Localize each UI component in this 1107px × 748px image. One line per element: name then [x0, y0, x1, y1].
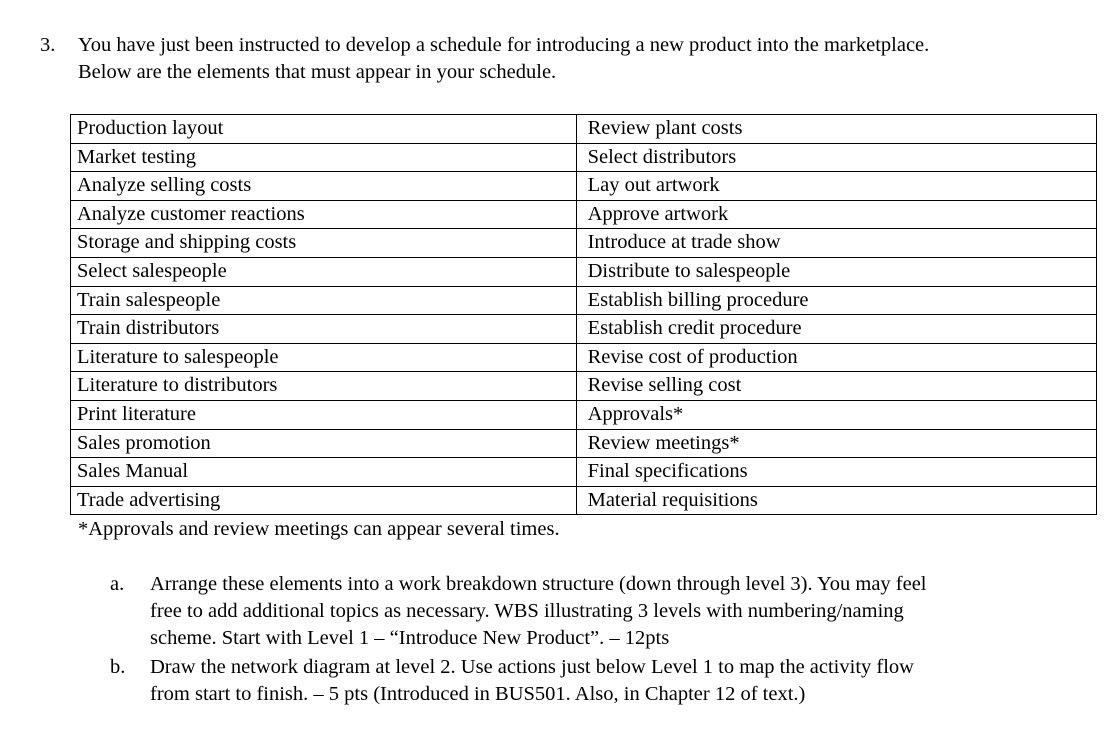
table-row	[71, 372, 1097, 401]
table-cell: Establish billing procedure	[576, 286, 1096, 315]
table-row	[71, 257, 1097, 286]
table-cell: Lay out artwork	[576, 172, 1096, 201]
table-cell: Distribute to salespeople	[576, 257, 1096, 286]
table-cell: Establish credit procedure	[576, 315, 1096, 344]
table-cell: Select distributors	[576, 143, 1096, 172]
table-cell: Review meetings*	[576, 429, 1096, 458]
table-cell: Select salespeople	[71, 257, 577, 286]
table-cell: Sales promotion	[71, 429, 577, 458]
table-row	[71, 429, 1097, 458]
table-row	[71, 172, 1097, 201]
table-cell: Revise selling cost	[576, 372, 1096, 401]
question-prompt-line-2: Below are the elements that must appear in your schedule.	[78, 61, 557, 83]
sub-question-list	[110, 571, 1100, 710]
schedule-elements-table	[70, 114, 1097, 515]
table-cell: Storage and shipping costs	[71, 229, 577, 258]
table-cell: Introduce at trade show	[576, 229, 1096, 258]
table-cell: Production layout	[71, 115, 577, 144]
table-cell: Revise cost of production	[576, 343, 1096, 372]
table-row	[71, 229, 1097, 258]
sub-question-marker: b.	[110, 656, 126, 678]
sub-question-line: Arrange these elements into a work breakdown structure (down through level 3). You may feel	[150, 573, 927, 595]
table-cell: Analyze selling costs	[71, 172, 577, 201]
table-cell: Train distributors	[71, 315, 577, 344]
table-row	[71, 143, 1097, 172]
table-cell: Material requisitions	[576, 486, 1096, 515]
sub-question-a	[110, 571, 1100, 652]
table-cell: Train salespeople	[71, 286, 577, 315]
table-row	[71, 286, 1097, 315]
table-row	[71, 486, 1097, 515]
table-cell: Sales Manual	[71, 458, 577, 487]
sub-question-line: free to add additional topics as necessary. WBS illustrating 3 levels with numbering/naming	[150, 600, 904, 622]
sub-question-b	[110, 654, 1100, 708]
table-cell: Literature to distributors	[71, 372, 577, 401]
table-row	[71, 315, 1097, 344]
table-cell: Literature to salespeople	[71, 343, 577, 372]
table-row	[71, 200, 1097, 229]
table-footnote: *Approvals and review meetings can appear several times.	[78, 518, 560, 540]
sub-question-marker: a.	[110, 573, 125, 595]
question-number: 3.	[40, 34, 56, 56]
question-prompt	[78, 32, 1088, 86]
sub-question-line: Draw the network diagram at level 2. Use actions just below Level 1 to map the activity flow	[150, 656, 914, 678]
sub-question-line: scheme. Start with Level 1 – “Introduce New Product”. – 12pts	[150, 627, 670, 649]
table-row	[71, 343, 1097, 372]
table-cell: Approve artwork	[576, 200, 1096, 229]
table-cell: Review plant costs	[576, 115, 1096, 144]
table-cell: Print literature	[71, 400, 577, 429]
table-cell: Final specifications	[576, 458, 1096, 487]
sub-question-line: from start to finish. – 5 pts (Introduced in BUS501. Also, in Chapter 12 of text.)	[150, 683, 806, 705]
table-cell: Analyze customer reactions	[71, 200, 577, 229]
question-prompt-line-1: You have just been instructed to develop a schedule for introducing a new product into the marketplace.	[78, 34, 930, 56]
table-row	[71, 115, 1097, 144]
table-cell: Market testing	[71, 143, 577, 172]
table-row	[71, 400, 1097, 429]
table-cell: Approvals*	[576, 400, 1096, 429]
table-cell: Trade advertising	[71, 486, 577, 515]
table-row	[71, 458, 1097, 487]
